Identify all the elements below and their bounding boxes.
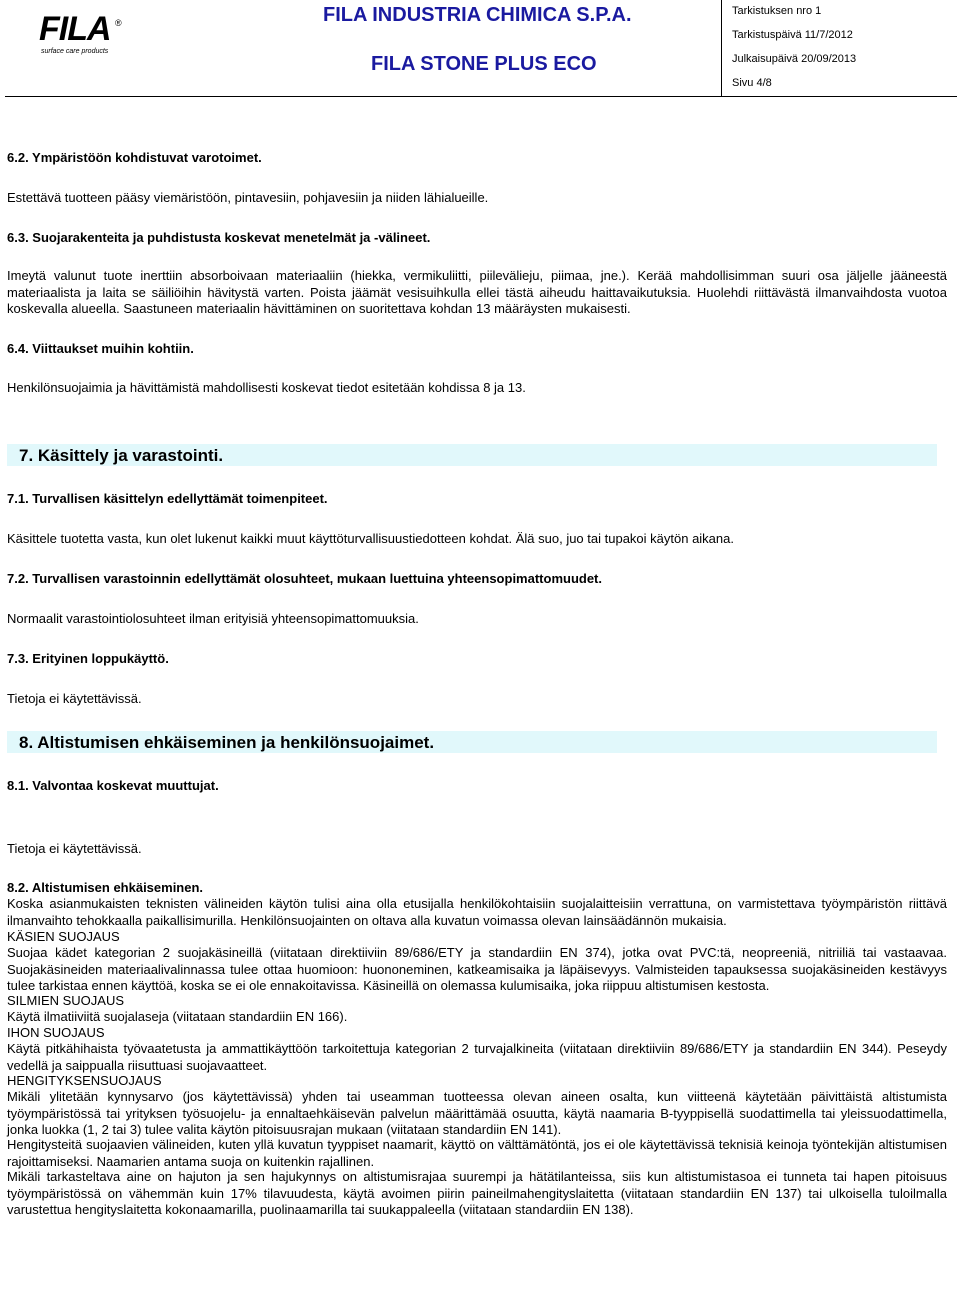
section-6-3-text: Imeytä valunut tuote inerttiin absorboivaan materiaaliin (hiekka, vermikuliitti, piilevälieju, piimaa, jne.). Kerää mahdollisimman suuri osa jäljelle jääneestä materiaalista ja laita se säiliöihin hävitystä varten. Poista jäämät vesisuihkulla ellei tästä aiheudu haittavaikutuksia. Huolehdi riittävästä ilmanvaihdosta vuotoa koskevalla alueella. Saastuneen materiaalin hävittäminen on suoritettava kohdan 13 määräysten mukaisesti. xyxy=(7,268,947,316)
section-7-title: 7. Käsittely ja varastointi. xyxy=(19,446,224,465)
respiratory-text-2: Hengitysteitä suojaavien välineiden, kuten yllä kuvatun tyyppiset naamarit, käyttö on välttämätöntä, jos ei ole käytettävissä teknisiä keinoja työntekijän altistumisen rajoittamiseksi. Naamarien antama suoja on kuitenkin rajallinen. xyxy=(7,1137,947,1169)
section-7-3-title: 7.3. Erityinen loppukäyttö. xyxy=(7,651,169,666)
section-7-1-title: 7.1. Turvallisen käsittelyn edellyttämät toimenpiteet. xyxy=(7,491,328,506)
skin-heading: IHON SUOJAUS xyxy=(7,1025,105,1040)
logo-registered-mark: ® xyxy=(115,18,122,28)
section-8-2-intro: Koska asianmukaisten teknisten välineiden käytön tulisi aina olla etusijalla henkilökohtaisiin suojalaitteisiin verrattuna, on varmistettava työympäristön riittävä ilmanvaihto tehokkaalla paikallisimurilla. Henkilönsuojainten on oltava alla kuvatun voimassa olevan lainsäädännön mukaisia. xyxy=(7,896,947,928)
fila-logo xyxy=(39,10,122,58)
publish-date: Julkaisupäivä 20/09/2013 xyxy=(732,53,857,65)
product-name: FILA STONE PLUS ECO xyxy=(371,53,597,75)
eyes-heading: SILMIEN SUOJAUS xyxy=(7,993,125,1008)
revision-date: Tarkistuspäivä 11/7/2012 xyxy=(732,29,853,41)
revision-number: Tarkistuksen nro 1 xyxy=(732,5,822,17)
respiratory-text-1: Mikäli ylitetään kynnysarvo (jos käytettävissä) yhden tai useamman tuotteessa olevan aineen osalta, kun viitteenä käytetään päivittäistä altistumista työympäristössä tai yrityksen työsuojelu- ja ennaltaehkäisevän palvelun määrittämää osuutta, käytä naamaria B-tyyppisellä suodattimella tai yleissuodattimella, jonka luokka (1, 2 tai 3) tulee valita käytön pitoisuusrajan mukaan (viitataan standardiin EN 141). xyxy=(7,1089,947,1137)
page-header xyxy=(5,0,957,97)
eyes-text: Käytä ilmatiiviitä suojalaseja (viitataan standardiin EN 166). xyxy=(7,1009,348,1024)
section-6-3-title: 6.3. Suojarakenteita ja puhdistusta koskevat menetelmät ja -välineet. xyxy=(7,230,431,245)
logo-text: FILA xyxy=(39,10,111,48)
section-6-4-title: 6.4. Viittaukset muihin kohtiin. xyxy=(7,341,194,356)
section-8-title: 8. Altistumisen ehkäiseminen ja henkilönsuojaimet. xyxy=(19,733,435,752)
skin-text: Käytä pitkähihaista työvaatetusta ja ammattikäyttöön tarkoitettuja kategorian 2 turvajalkineita (viitataan direktiiviin 89/686/ETY ja standardiin EN 344). Peseydy vedellä ja saippualla riisuttuasi suojavaatteet. xyxy=(7,1041,947,1073)
page-number: Sivu 4/8 xyxy=(732,77,772,89)
hands-text: Suojaa kädet kategorian 2 suojakäsineillä (viitataan direktiiviin 89/686/ETY ja standardiin EN 374), jotka ovat PVC:tä, neopreeniä, nitriiliä tai vastaavaa. Suojakäsineiden materiaalivalinnassa tulee ottaa huomioon: huononeminen, katkeamisaika ja läpäisevyys. Valmisteiden tapauksessa suojakäsineiden kestävyys tulee tarkistaa ennen käyttöä, koska se ei ole ennakoitavissa. Käsineillä on olemassa kulumisaika, joka riippuu altistumisen kestosta. xyxy=(7,945,947,993)
company-name: FILA INDUSTRIA CHIMICA S.P.A. xyxy=(323,4,632,26)
section-7-3-text: Tietoja ei käytettävissä. xyxy=(7,691,142,706)
section-8-1-text: Tietoja ei käytettävissä. xyxy=(7,841,142,856)
respiratory-text-3: Mikäli tarkasteltava aine on hajuton ja sen hajukynnys on altistumisrajaa suurempi ja hätätilanteissa, siis kun altistumistasoa ei tunneta tai hapen pitoisuus työympäristössä on vähemmän kuin 17% tilavuudesta, käytä avoimen piirin paineilmahengityslaitetta (viitataan standardiin EN 137) tai ulkoisella tuloilmalla varustettua hengityslaitetta kokonaamarilla, puolinaamarilla tai suukappaleella (viitataan standardiin EN 138). xyxy=(7,1169,947,1217)
header-divider xyxy=(721,0,722,96)
section-8-heading-band xyxy=(7,731,937,753)
hands-heading: KÄSIEN SUOJAUS xyxy=(7,929,120,944)
section-8-1-title: 8.1. Valvontaa koskevat muuttujat. xyxy=(7,778,219,793)
section-8-2-title: 8.2. Altistumisen ehkäiseminen. xyxy=(7,880,204,895)
section-7-2-text: Normaalit varastointiolosuhteet ilman erityisiä yhteensopimattomuuksia. xyxy=(7,611,419,626)
section-6-2-text: Estettävä tuotteen pääsy viemäristöön, pintavesiin, pohjavesiin ja niiden lähialueille. xyxy=(7,190,489,205)
logo-subtitle: surface care products xyxy=(41,48,109,55)
section-6-4-text: Henkilönsuojaimia ja hävittämistä mahdollisesti koskevat tiedot esitetään kohdissa 8 ja 13. xyxy=(7,380,526,395)
section-7-2-title: 7.2. Turvallisen varastoinnin edellyttämät olosuhteet, mukaan luettuina yhteensopimattomuudet. xyxy=(7,571,602,586)
section-7-1-text: Käsittele tuotetta vasta, kun olet lukenut kaikki muut käyttöturvallisuustiedotteen kohdat. Älä suo, juo tai tupakoi käytön aikana. xyxy=(7,531,734,546)
section-7-heading-band xyxy=(7,444,937,466)
respiratory-heading: HENGITYKSENSUOJAUS xyxy=(7,1073,162,1088)
section-6-2-title: 6.2. Ympäristöön kohdistuvat varotoimet. xyxy=(7,150,262,165)
